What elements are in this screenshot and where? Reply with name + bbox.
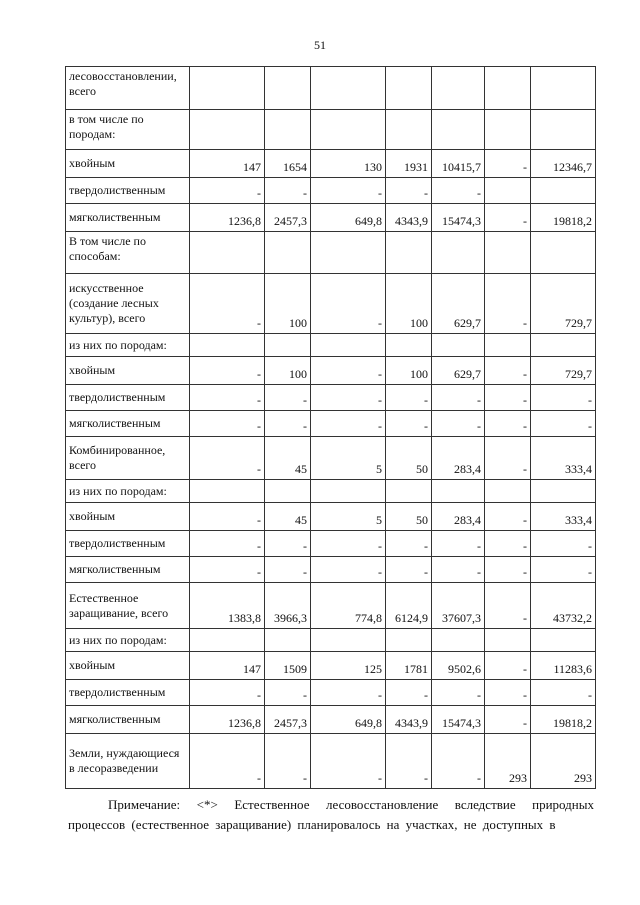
- value-cell: 5: [311, 437, 386, 480]
- value-cell: -: [432, 531, 485, 557]
- value-cell: 100: [265, 357, 311, 385]
- row-label: мягколиственным: [66, 706, 190, 734]
- value-cell: [265, 110, 311, 150]
- value-cell: -: [190, 503, 265, 531]
- value-cell: 4343,9: [386, 706, 432, 734]
- table-row: [66, 652, 596, 680]
- value-cell: -: [311, 557, 386, 583]
- value-cell: 5: [311, 503, 386, 531]
- value-cell: -: [432, 385, 485, 411]
- table-row: [66, 503, 596, 531]
- value-cell: [386, 67, 432, 110]
- row-label: Естественное заращивание, всего: [66, 583, 190, 629]
- value-cell: -: [531, 411, 596, 437]
- value-cell: [531, 232, 596, 274]
- value-cell: [190, 67, 265, 110]
- value-cell: 293: [531, 734, 596, 789]
- table-row: [66, 334, 596, 357]
- table-row: [66, 67, 596, 110]
- value-cell: -: [311, 411, 386, 437]
- table-row: [66, 357, 596, 385]
- table-row: [66, 150, 596, 178]
- value-cell: -: [386, 531, 432, 557]
- value-cell: 15474,3: [432, 204, 485, 232]
- value-cell: -: [485, 437, 531, 480]
- value-cell: -: [485, 357, 531, 385]
- value-cell: -: [485, 706, 531, 734]
- row-label: твердолиственным: [66, 385, 190, 411]
- row-label: хвойным: [66, 652, 190, 680]
- row-label: твердолиственным: [66, 178, 190, 204]
- value-cell: [190, 110, 265, 150]
- value-cell: -: [190, 411, 265, 437]
- value-cell: [311, 629, 386, 652]
- value-cell: -: [386, 385, 432, 411]
- value-cell: [432, 629, 485, 652]
- value-cell: 2457,3: [265, 706, 311, 734]
- value-cell: [485, 67, 531, 110]
- row-label: мягколиственным: [66, 411, 190, 437]
- value-cell: 729,7: [531, 274, 596, 334]
- value-cell: [265, 629, 311, 652]
- row-label: хвойным: [66, 150, 190, 178]
- row-label: Комбинированное, всего: [66, 437, 190, 480]
- value-cell: 19818,2: [531, 706, 596, 734]
- table-row: [66, 480, 596, 503]
- value-cell: 1509: [265, 652, 311, 680]
- value-cell: 649,8: [311, 706, 386, 734]
- value-cell: -: [485, 150, 531, 178]
- value-cell: [190, 480, 265, 503]
- value-cell: 1781: [386, 652, 432, 680]
- value-cell: [531, 480, 596, 503]
- value-cell: -: [432, 557, 485, 583]
- value-cell: [386, 110, 432, 150]
- table-row: [66, 629, 596, 652]
- value-cell: 100: [265, 274, 311, 334]
- value-cell: -: [311, 178, 386, 204]
- value-cell: 147: [190, 652, 265, 680]
- value-cell: 6124,9: [386, 583, 432, 629]
- value-cell: 11283,6: [531, 652, 596, 680]
- value-cell: [485, 334, 531, 357]
- value-cell: 37607,3: [432, 583, 485, 629]
- value-cell: [432, 232, 485, 274]
- value-cell: -: [311, 385, 386, 411]
- row-label: в том числе по породам:: [66, 110, 190, 150]
- value-cell: -: [190, 557, 265, 583]
- value-cell: 147: [190, 150, 265, 178]
- table-row: [66, 734, 596, 789]
- value-cell: 1236,8: [190, 706, 265, 734]
- value-cell: 1931: [386, 150, 432, 178]
- value-cell: -: [190, 680, 265, 706]
- value-cell: 774,8: [311, 583, 386, 629]
- value-cell: -: [485, 557, 531, 583]
- value-cell: [386, 480, 432, 503]
- value-cell: 333,4: [531, 503, 596, 531]
- value-cell: [432, 480, 485, 503]
- row-label: мягколиственным: [66, 557, 190, 583]
- value-cell: [265, 232, 311, 274]
- value-cell: 649,8: [311, 204, 386, 232]
- value-cell: -: [311, 357, 386, 385]
- value-cell: -: [386, 411, 432, 437]
- footnote: Примечание: <*> Естественное лесовосстановление вследствие природных процессов (естественное заращивание) планировалось на участках, не доступных в: [68, 797, 594, 832]
- value-cell: -: [311, 734, 386, 789]
- value-cell: -: [265, 680, 311, 706]
- value-cell: [265, 67, 311, 110]
- row-label: В том числе по способам:: [66, 232, 190, 274]
- value-cell: [485, 178, 531, 204]
- value-cell: 45: [265, 503, 311, 531]
- value-cell: -: [265, 178, 311, 204]
- value-cell: [311, 334, 386, 357]
- value-cell: 130: [311, 150, 386, 178]
- value-cell: [432, 67, 485, 110]
- page-number: 51: [314, 38, 326, 52]
- value-cell: 3966,3: [265, 583, 311, 629]
- value-cell: 50: [386, 503, 432, 531]
- row-label: Земли, нуждающиеся в лесоразведении: [66, 734, 190, 789]
- value-cell: -: [485, 583, 531, 629]
- value-cell: -: [265, 385, 311, 411]
- row-label: из них по породам:: [66, 480, 190, 503]
- value-cell: -: [485, 274, 531, 334]
- value-cell: 333,4: [531, 437, 596, 480]
- row-label: мягколиственным: [66, 204, 190, 232]
- table-row: [66, 557, 596, 583]
- value-cell: -: [485, 531, 531, 557]
- forest-restoration-table: [65, 66, 596, 789]
- value-cell: [311, 110, 386, 150]
- value-cell: [265, 480, 311, 503]
- value-cell: -: [485, 204, 531, 232]
- value-cell: -: [432, 411, 485, 437]
- table-row: [66, 680, 596, 706]
- value-cell: [531, 629, 596, 652]
- value-cell: -: [432, 734, 485, 789]
- value-cell: -: [386, 178, 432, 204]
- value-cell: [386, 232, 432, 274]
- value-cell: [531, 110, 596, 150]
- table-row: [66, 411, 596, 437]
- table-row: [66, 110, 596, 150]
- value-cell: 629,7: [432, 357, 485, 385]
- table-row: [66, 274, 596, 334]
- row-label: из них по породам:: [66, 334, 190, 357]
- row-label: твердолиственным: [66, 531, 190, 557]
- value-cell: -: [265, 734, 311, 789]
- value-cell: -: [485, 411, 531, 437]
- value-cell: 1654: [265, 150, 311, 178]
- value-cell: 629,7: [432, 274, 485, 334]
- value-cell: [485, 232, 531, 274]
- table-row: [66, 706, 596, 734]
- value-cell: [531, 178, 596, 204]
- value-cell: [432, 110, 485, 150]
- table-row: [66, 204, 596, 232]
- value-cell: -: [265, 411, 311, 437]
- value-cell: -: [311, 531, 386, 557]
- value-cell: -: [190, 734, 265, 789]
- value-cell: -: [386, 680, 432, 706]
- value-cell: 4343,9: [386, 204, 432, 232]
- value-cell: -: [531, 680, 596, 706]
- value-cell: -: [531, 531, 596, 557]
- value-cell: [190, 334, 265, 357]
- value-cell: -: [265, 557, 311, 583]
- value-cell: -: [485, 503, 531, 531]
- value-cell: 729,7: [531, 357, 596, 385]
- table-row: [66, 232, 596, 274]
- value-cell: [386, 334, 432, 357]
- row-label: искусственное (создание лесных культур), всего: [66, 274, 190, 334]
- value-cell: 15474,3: [432, 706, 485, 734]
- value-cell: -: [432, 680, 485, 706]
- value-cell: [531, 334, 596, 357]
- row-label: из них по породам:: [66, 629, 190, 652]
- value-cell: -: [190, 385, 265, 411]
- value-cell: [485, 110, 531, 150]
- value-cell: 9502,6: [432, 652, 485, 680]
- value-cell: -: [265, 531, 311, 557]
- value-cell: 283,4: [432, 503, 485, 531]
- value-cell: [265, 334, 311, 357]
- value-cell: -: [386, 734, 432, 789]
- value-cell: [432, 334, 485, 357]
- value-cell: [311, 480, 386, 503]
- value-cell: [311, 232, 386, 274]
- value-cell: 283,4: [432, 437, 485, 480]
- value-cell: -: [485, 680, 531, 706]
- value-cell: -: [190, 357, 265, 385]
- table-row: [66, 178, 596, 204]
- value-cell: -: [311, 680, 386, 706]
- value-cell: [485, 480, 531, 503]
- value-cell: 2457,3: [265, 204, 311, 232]
- value-cell: 1236,8: [190, 204, 265, 232]
- value-cell: 100: [386, 274, 432, 334]
- value-cell: 100: [386, 357, 432, 385]
- row-label: хвойным: [66, 503, 190, 531]
- value-cell: -: [485, 652, 531, 680]
- table-row: [66, 437, 596, 480]
- value-cell: -: [531, 557, 596, 583]
- value-cell: -: [190, 437, 265, 480]
- value-cell: 45: [265, 437, 311, 480]
- value-cell: 293: [485, 734, 531, 789]
- value-cell: -: [311, 274, 386, 334]
- value-cell: 50: [386, 437, 432, 480]
- value-cell: 19818,2: [531, 204, 596, 232]
- value-cell: [190, 232, 265, 274]
- table-row: [66, 583, 596, 629]
- value-cell: [485, 629, 531, 652]
- row-label: твердолиственным: [66, 680, 190, 706]
- value-cell: -: [190, 274, 265, 334]
- row-label: хвойным: [66, 357, 190, 385]
- row-label: лесовосстановлении, всего: [66, 67, 190, 110]
- value-cell: -: [432, 178, 485, 204]
- table-row: [66, 385, 596, 411]
- value-cell: -: [485, 385, 531, 411]
- value-cell: -: [190, 531, 265, 557]
- value-cell: 1383,8: [190, 583, 265, 629]
- value-cell: [311, 67, 386, 110]
- value-cell: 10415,7: [432, 150, 485, 178]
- value-cell: 125: [311, 652, 386, 680]
- value-cell: -: [386, 557, 432, 583]
- value-cell: [386, 629, 432, 652]
- value-cell: [190, 629, 265, 652]
- value-cell: -: [531, 385, 596, 411]
- table-row: [66, 531, 596, 557]
- value-cell: -: [190, 178, 265, 204]
- value-cell: 43732,2: [531, 583, 596, 629]
- value-cell: 12346,7: [531, 150, 596, 178]
- value-cell: [531, 67, 596, 110]
